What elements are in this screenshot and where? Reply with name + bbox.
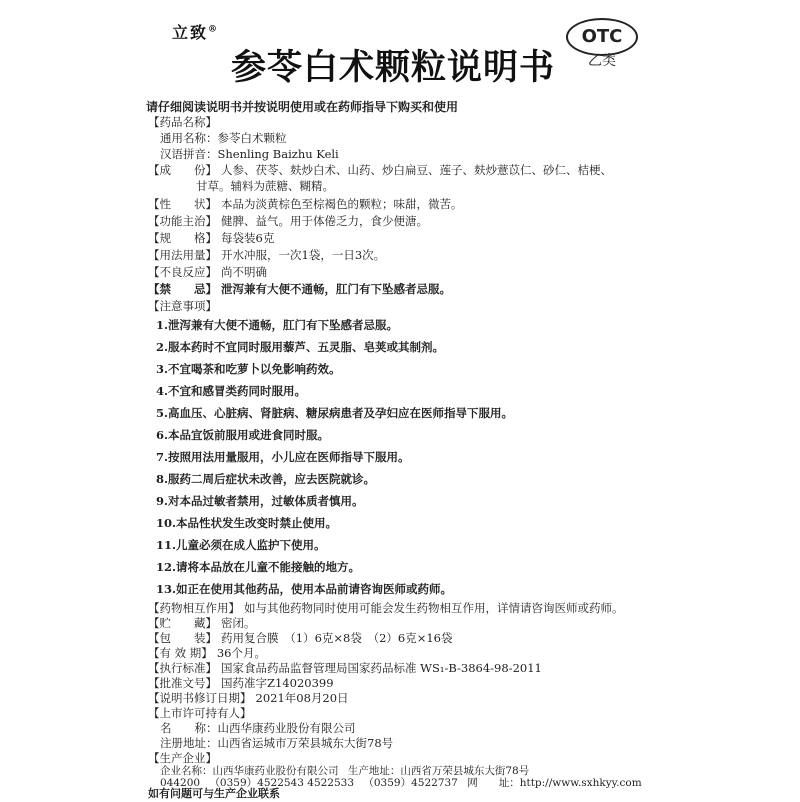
interactions-row: 【药物相互作用】 如与其他药物同时使用可能会发生药物相互作用，详情请咨询医师或药师。 (148, 601, 624, 615)
indications-row: 【功能主治】 健脾、益气。用于体倦乏力，食少便溏。 (148, 214, 428, 228)
precaution-item: 10.本品性状发生改变时禁止使用。 (156, 516, 338, 530)
approval-row: 【批准文号】 国药准字Z14020399 (148, 676, 334, 690)
precaution-item: 4.不宜和感冒类药同时服用。 (156, 384, 307, 398)
validity-row: 【有 效 期】 36个月。 (148, 646, 266, 660)
precaution-item: 8.服药二周后症状未改善，应去医院就诊。 (156, 472, 376, 486)
usage-notice: 请仔细阅读说明书并按说明使用或在药师指导下购买和使用 (146, 100, 459, 114)
document-title: 参苓白术颗粒说明书 (231, 48, 556, 88)
pinyin-row: 汉语拼音：Shenling Baizhu Keli (160, 147, 339, 161)
precaution-item: 9.对本品过敏者禁用，过敏体质者慎用。 (156, 494, 364, 508)
precaution-item: 13.如正在使用其他药品，使用本品前请咨询医师或药师。 (156, 582, 453, 596)
section-holder: 【上市许可持有人】 (148, 706, 252, 720)
generic-name-row: 通用名称：参苓白术颗粒 (160, 131, 287, 145)
otc-class-label: 乙类 (588, 53, 616, 69)
properties-row: 【性 状】 本品为淡黄棕色至棕褐色的颗粒；味甜，微苦。 (148, 197, 463, 211)
precaution-item: 11.儿童必须在成人监护下使用。 (156, 538, 326, 552)
holder-address-row: 注册地址：山西省运城市万荣县城东大街78号 (160, 736, 394, 750)
composition-row: 【成 份】 人参、茯苓、麸炒白术、山药、炒白扁豆、莲子、麸炒薏苡仁、砂仁、桔梗、 (148, 163, 612, 177)
package-row: 【包 装】 药用复合膜 （1）6克×8袋 （2）6克×16袋 (148, 631, 453, 645)
precaution-item: 7.按照用法用量服用，小儿应在医师指导下服用。 (156, 450, 410, 464)
section-manufacturer: 【生产企业】 (148, 751, 217, 765)
contraindications-row: 【禁 忌】 泄泻兼有大便不通畅，肛门有下坠感者忌服。 (148, 282, 451, 296)
precaution-item: 3.不宜喝茶和吃萝卜以免影响药效。 (156, 362, 341, 376)
section-precautions: 【注意事项】 (148, 299, 217, 313)
manufacturer-contact-row: 044200 （0359）4522543 4522533 （0359）4522737 网 址：http://www.sxhkyy.com (160, 777, 642, 789)
storage-row: 【贮 藏】 密闭。 (148, 616, 256, 630)
manufacturer-info-row: 企业名称：山西华康药业股份有限公司 生产地址：山西省万荣县城东大街78号 (160, 765, 530, 777)
usage-row: 【用法用量】 开水冲服，一次1袋，一日3次。 (148, 248, 386, 262)
brand-logo: 立致® (172, 23, 220, 42)
adverse-row: 【不良反应】 尚不明确 (148, 265, 267, 279)
precaution-item: 12.请将本品放在儿童不能接触的地方。 (156, 560, 361, 574)
precaution-item: 6.本品宜饭前服用或进食同时服。 (156, 428, 330, 442)
precaution-item: 5.高血压、心脏病、肾脏病、糖尿病患者及孕妇应在医师指导下服用。 (156, 406, 514, 420)
otc-badge: OTC (566, 18, 638, 56)
specification-row: 【规 格】 每袋装6克 (148, 231, 275, 245)
precaution-item: 1.泄泻兼有大便不通畅，肛门有下坠感者忌服。 (156, 318, 399, 332)
footer-contact-note: 如有问题可与生产企业联系 (148, 787, 280, 800)
revision-row: 【说明书修订日期】 2021年08月20日 (148, 691, 349, 705)
precaution-item: 2.服本药时不宜同时服用藜芦、五灵脂、皂荚或其制剂。 (156, 340, 445, 354)
standard-row: 【执行标准】 国家食品药品监督管理局国家药品标准 WS₁-B-3864-98-2011 (148, 661, 542, 675)
section-drug-name: 【药品名称】 (148, 115, 217, 129)
holder-name-row: 名 称：山西华康药业股份有限公司 (160, 721, 356, 735)
composition-row-cont: 甘草。辅料为蔗糖、糊精。 (196, 179, 334, 193)
